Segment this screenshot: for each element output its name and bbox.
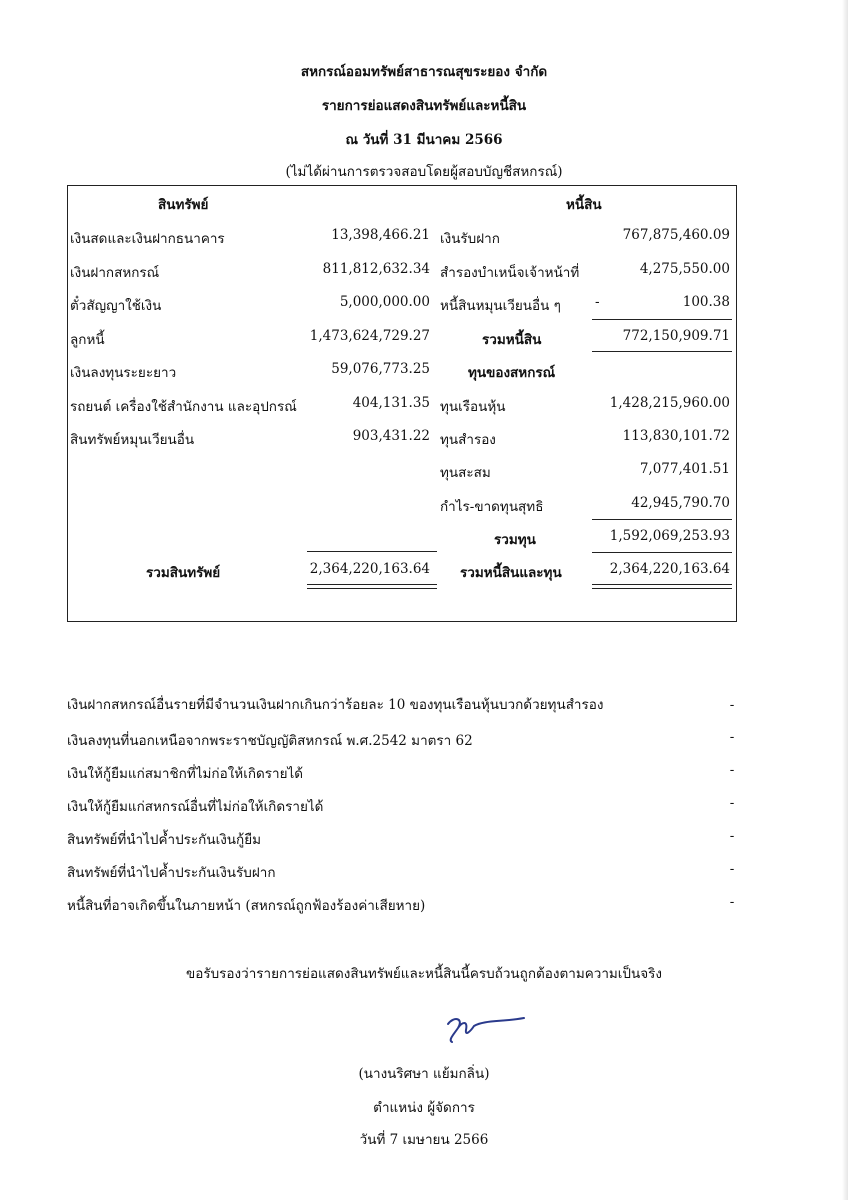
asset-label: เงินสดและเงินฝากธนาคาร — [70, 231, 225, 247]
subtotal-rule — [592, 519, 732, 520]
liability-label: หนี้สินหมุนเวียนอื่น ๆ — [440, 298, 561, 314]
note-value: - — [729, 697, 735, 713]
asset-value: 404,131.35 — [352, 395, 430, 411]
liability-value: 767,875,460.09 — [622, 227, 730, 243]
asset-value: 903,431.22 — [352, 428, 430, 444]
equity-label: ทุนสำรอง — [440, 432, 496, 448]
asset-value: 5,000,000.00 — [339, 294, 430, 310]
note-text: สินทรัพย์ที่นำไปค้ำประกันเงินกู้ยืม — [67, 832, 261, 848]
asset-label: สินทรัพย์หมุนเวียนอื่น — [70, 432, 195, 448]
note-value: - — [729, 828, 735, 844]
grand-total-value: 2,364,220,163.64 — [609, 561, 730, 577]
equity-value: 1,428,215,960.00 — [609, 395, 730, 411]
asset-label: ลูกหนี้ — [70, 332, 105, 348]
double-rule — [592, 584, 732, 589]
equity-value: 42,945,790.70 — [631, 495, 730, 511]
note-text: หนี้สินที่อาจเกิดขึ้นในภายหน้า (สหกรณ์ถูกฟ้องร้องค่าเสียหาย) — [67, 898, 426, 914]
report-title: รายการย่อแสดงสินทรัพย์และหนี้สิน — [321, 98, 527, 114]
asset-value: 811,812,632.34 — [322, 261, 430, 277]
equity-total-value: 1,592,069,253.93 — [609, 528, 730, 544]
asset-value: 13,398,466.21 — [331, 227, 430, 243]
signer-date: วันที่ 7 เมษายน 2566 — [359, 1132, 489, 1148]
liability-dash: - — [595, 294, 600, 310]
scan-edge — [842, 0, 848, 1200]
equity-total-label: รวมทุน — [494, 532, 536, 548]
assets-total-value: 2,364,220,163.64 — [309, 561, 430, 577]
liability-value: 4,275,550.00 — [639, 261, 730, 277]
audit-note: (ไม่ได้ผ่านการตรวจสอบโดยผู้สอบบัญชีสหกรณ์) — [285, 164, 563, 180]
equity-label: ทุนเรือนหุ้น — [440, 399, 506, 415]
signer-name: (นางนริศษา แย้มกลิ่น) — [358, 1066, 490, 1082]
subtotal-rule — [307, 551, 437, 552]
equity-label: ทุนสะสม — [440, 465, 491, 481]
note-text: เงินให้กู้ยืมแก่สมาชิกที่ไม่ก่อให้เกิดรายได้ — [67, 766, 304, 782]
equity-heading: ทุนของสหกรณ์ — [468, 365, 556, 381]
note-text: เงินลงทุนที่นอกเหนือจากพระราชบัญญัติสหกรณ์ พ.ศ.2542 มาตรา 62 — [67, 733, 473, 749]
equity-value: 113,830,101.72 — [622, 428, 730, 444]
liability-label: เงินรับฝาก — [440, 231, 500, 247]
total-rule — [592, 552, 732, 553]
liability-value: 100.38 — [682, 294, 730, 310]
liabilities-heading: หนี้สิน — [566, 197, 602, 213]
asset-label: ตั๋วสัญญาใช้เงิน — [70, 298, 162, 314]
organization-name: สหกรณ์ออมทรัพย์สาธารณสุขระยอง จำกัด — [300, 64, 548, 80]
signer-position: ตำแหน่ง ผู้จัดการ — [373, 1100, 475, 1116]
certification-text: ขอรับรองว่ารายการย่อแสดงสินทรัพย์และหนี้สินนี้ครบถ้วนถูกต้องตามความเป็นจริง — [186, 966, 662, 982]
note-value: - — [729, 894, 735, 910]
asset-label: รถยนต์ เครื่องใช้สำนักงาน และอุปกรณ์ — [70, 399, 297, 415]
liabilities-total-label: รวมหนี้สิน — [482, 332, 542, 348]
asset-value: 59,076,773.25 — [331, 361, 430, 377]
asset-value: 1,473,624,729.27 — [309, 328, 430, 344]
subtotal-rule — [592, 319, 732, 320]
assets-total-label: รวมสินทรัพย์ — [146, 565, 221, 581]
grand-total-label: รวมหนี้สินและทุน — [460, 565, 562, 581]
note-value: - — [729, 861, 735, 877]
report-date: ณ วันที่ 31 มีนาคม 2566 — [345, 132, 503, 148]
asset-label: เงินลงทุนระยะยาว — [70, 365, 177, 381]
note-value: - — [729, 795, 735, 811]
note-value: - — [729, 762, 735, 778]
assets-heading: สินทรัพย์ — [158, 197, 209, 213]
signature-icon — [440, 1010, 530, 1050]
note-text: เงินให้กู้ยืมแก่สหกรณ์อื่นที่ไม่ก่อให้เกิดรายได้ — [67, 799, 324, 815]
note-text: เงินฝากสหกรณ์อื่นรายที่มีจำนวนเงินฝากเกินกว่าร้อยละ 10 ของทุนเรือนหุ้นบวกด้วยทุนสำรอง — [67, 697, 604, 713]
equity-value: 7,077,401.51 — [639, 461, 730, 477]
equity-label: กำไร-ขาดทุนสุทธิ — [440, 499, 544, 515]
note-text: สินทรัพย์ที่นำไปค้ำประกันเงินรับฝาก — [67, 865, 276, 881]
liabilities-total-value: 772,150,909.71 — [622, 328, 730, 344]
asset-label: เงินฝากสหกรณ์ — [70, 265, 160, 281]
double-rule — [307, 584, 437, 589]
note-value: - — [729, 729, 735, 745]
liability-label: สำรองบำเหน็จเจ้าหน้าที่ — [440, 265, 580, 281]
total-rule — [592, 351, 732, 352]
